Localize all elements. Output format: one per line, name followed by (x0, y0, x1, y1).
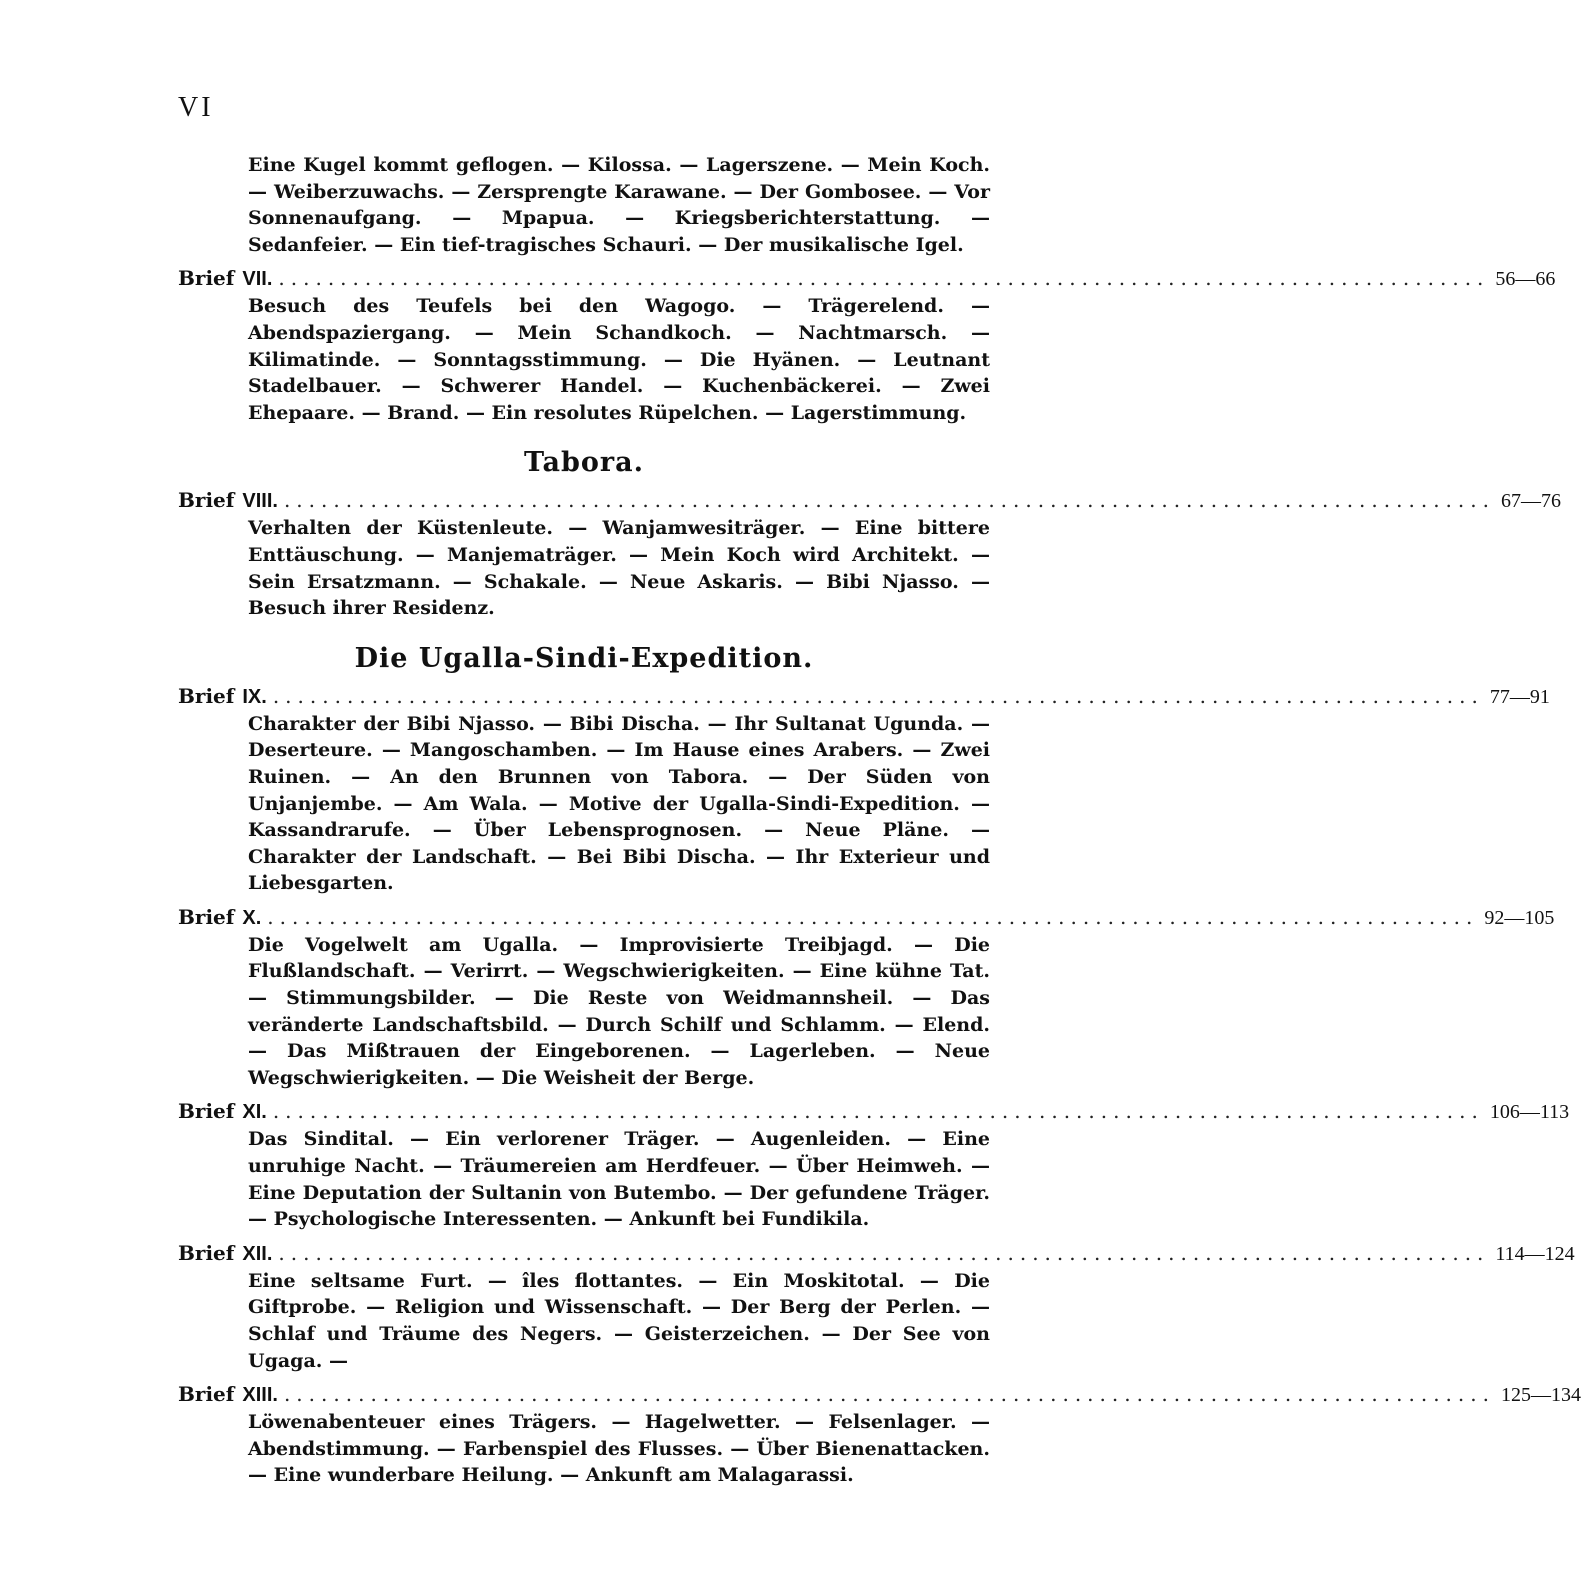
entry-label: Brief IX. (178, 683, 267, 708)
leader-dots: .................................................................................................. (283, 488, 1495, 513)
entry-roman-numeral: XII. (242, 1242, 273, 1265)
table-of-contents (178, 150, 1581, 1489)
toc-entry-brief-x (178, 903, 1555, 932)
letter-summary: Die Vogelwelt am Ugalla. — Improvisierte Treibjagd. — Die Flußlandschaft. — Verirrt. — Wegschwierigkeiten. — Eine kühne Tat. — Stimmungsbilder. — Die Reste von Weidmannsheil. — Das veränderte Landschaftsbild. — Durch Schilf und Schlamm. — Elend. — Das Mißtrauen der Eingeborenen. — Lagerleben. — Neue Wegschwierigkeiten. — Die Weisheit der Berge. (248, 933, 990, 1089)
letter-summary: Eine seltsame Furt. — îles flottantes. — Ein Moskitotal. — Die Giftprobe. — Religion und Wissenschaft. — Der Berg der Perlen. — Schlaf und Träume des Negers. — Geisterzeichen. — Der See von Ugaga. — (248, 1269, 990, 1372)
page-number: VI (178, 92, 214, 123)
entry-label: Brief X. (178, 904, 262, 929)
entry-label: Brief XII. (178, 1240, 273, 1265)
entry-roman-numeral: X. (242, 906, 262, 929)
entry-page-range: 67—76 (1500, 490, 1561, 513)
entry-roman-numeral: IX. (242, 685, 267, 708)
leader-dots: .................................................................................................. (278, 1240, 1490, 1265)
letter-summary: Besuch des Teufels bei den Wagogo. — Trägerelend. — Abendspaziergang. — Mein Schandkoch. — Nachtmarsch. — Kilimatinde. — Sonntagsstimmung. — Die Hyänen. — Leutnant Stadelbauer. — Schwerer Handel. — Kuchenbäckerei. — Zwei Ehepaare. — Brand. — Ein resolutes Rüpelchen. — Lagerstimmung. (248, 295, 990, 424)
leader-dots: .................................................................................................. (272, 683, 1484, 708)
leader-dots: .................................................................................................. (278, 266, 1490, 291)
letter-summary: Löwenabenteuer eines Trägers. — Hagelwetter. — Felsenlager. — Abendstimmung. — Farbenspiel des Flusses. — Über Bienenattacken. — Eine wunderbare Heilung. — Ankunft am Malagarassi. (248, 1411, 990, 1487)
letter-summary: Das Sindital. — Ein verlorener Träger. — Augenleiden. — Eine unruhige Nacht. — Träumereien am Herdfeuer. — Über Heimweh. — Eine Deputation der Sultanin von Butembo. — Der gefundene Träger. — Psychologische Interessenten. — Ankunft bei Fundikila. (248, 1128, 990, 1231)
entry-label: Brief XIII. (178, 1382, 278, 1407)
section-heading-tabora: Tabora. (523, 447, 644, 479)
toc-entry-brief-xiii (178, 1380, 1581, 1409)
entry-roman-numeral: VII. (242, 268, 273, 291)
letter-summary-continued: Eine Kugel kommt geflogen. — Kilossa. — Lagerszene. — Mein Koch. — Weiberzuwachs. — Zersprengte Karawane. — Der Gombosee. — Vor Sonnenaufgang. — Mpapua. — Kriegsberichterstattung. — Sedanfeier. — Ein tief-tragisches Schauri. — Der musikalische Igel. (248, 154, 990, 256)
entry-roman-numeral: XIII. (242, 1384, 278, 1407)
toc-entry-brief-xi (178, 1097, 1570, 1126)
letter-summary: Charakter der Bibi Njasso. — Bibi Discha. — Ihr Sultanat Ugunda. — Deserteure. — Mangoschamben. — Im Hause eines Arabers. — Zwei Ruinen. — An den Brunnen von Tabora. — Der Süden von Unjanjembe. — Am Wala. — Motive der Ugalla-Sindi-Expedition. — Kassandrarufe. — Über Lebensprognosen. — Neue Pläne. — Charakter der Landschaft. — Bei Bibi Discha. — Ihr Exterieur und Liebesgarten. (248, 712, 990, 895)
entry-label: Brief VIII. (178, 488, 278, 513)
toc-entry-brief-xii (178, 1239, 1575, 1268)
entry-label: Brief VII. (178, 266, 273, 291)
entry-page-range: 77—91 (1489, 685, 1550, 708)
entry-roman-numeral: XI. (242, 1101, 267, 1124)
entry-page-range: 106—113 (1489, 1101, 1570, 1124)
entry-label: Brief XI. (178, 1099, 267, 1124)
leader-dots: .................................................................................................. (267, 904, 1479, 929)
leader-dots: .................................................................................................. (283, 1382, 1495, 1407)
entry-page-range: 92—105 (1484, 906, 1555, 929)
entry-page-range: 56—66 (1495, 268, 1556, 291)
toc-entry-brief-ix (178, 682, 1550, 711)
leader-dots: .................................................................................................. (272, 1099, 1484, 1124)
toc-entry-brief-vii (178, 264, 1556, 293)
entry-page-range: 125—134 (1500, 1384, 1581, 1407)
entry-page-range: 114—124 (1495, 1242, 1575, 1265)
letter-summary: Verhalten der Küstenleute. — Wanjamwesiträger. — Eine bittere Enttäuschung. — Manjematräger. — Mein Koch wird Architekt. — Sein Ersatzmann. — Schakale. — Neue Askaris. — Bibi Njasso. — Besuch ihrer Residenz. (248, 517, 990, 620)
toc-entry-brief-viii (178, 486, 1561, 515)
entry-roman-numeral: VIII. (242, 490, 278, 513)
section-heading-ugalla-sindi: Die Ugalla-Sindi-Expedition. (354, 642, 814, 674)
